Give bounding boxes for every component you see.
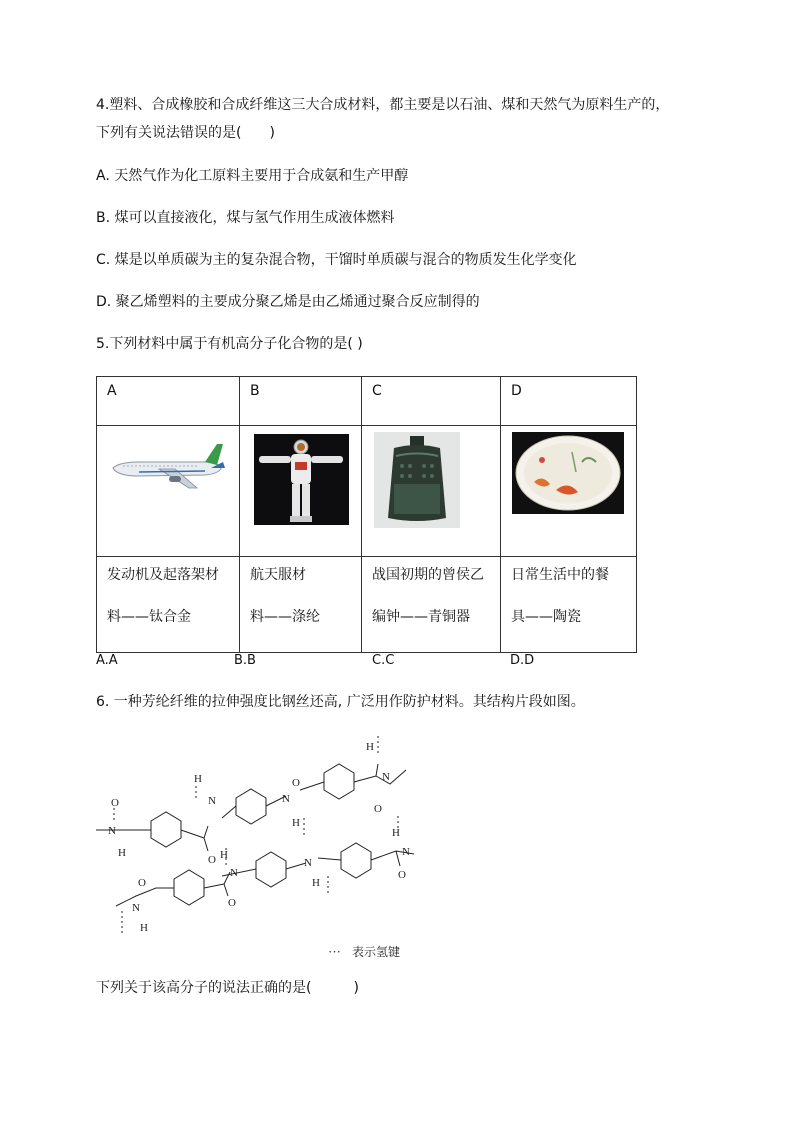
caption-cell-b: [240, 557, 362, 653]
caption-c-line1: 战国初期的曾侯乙: [372, 567, 484, 583]
atom-n: N: [230, 867, 238, 879]
caption-cell-c: [362, 557, 501, 653]
materials-table: [96, 376, 637, 653]
q4-option-d: D. 聚乙烯塑料的主要成分聚乙烯是由乙烯通过聚合反应制得的: [96, 294, 480, 310]
atom-n: N: [402, 846, 410, 858]
atom-h: H: [220, 849, 228, 861]
caption-cell-a: [97, 557, 240, 653]
image-cell-c: [362, 426, 501, 557]
benzene-ring: [174, 870, 204, 905]
answer-c: C.C: [372, 653, 395, 668]
caption-a-line1: 发动机及起落架材: [107, 567, 219, 583]
q4-stem-line1: 4.塑料、合成橡胶和合成纤维这三大合成材料，都主要是以石油、煤和天然气为原料生产的，: [96, 97, 670, 113]
atom-o: O: [374, 803, 382, 815]
ceramic-plate-image: [512, 432, 624, 514]
image-cell-d: [501, 426, 637, 557]
atom-h: H: [292, 817, 300, 829]
table-caption-row: [97, 557, 637, 653]
benzene-ring: [341, 843, 371, 878]
airplane-image: [109, 438, 229, 498]
atom-h: H: [312, 877, 320, 889]
q6-question: 下列关于该高分子的说法正确的是( ): [96, 980, 359, 996]
header-cell: [240, 377, 362, 426]
aramid-structure-diagram: [96, 726, 446, 966]
benzene-ring: [324, 764, 354, 799]
caption-d-line1: 日常生活中的餐: [511, 567, 609, 583]
q5-stem: 5.下列材料中属于有机高分子化合物的是( ): [96, 336, 363, 352]
atom-n: N: [382, 771, 390, 783]
caption-a-line2: 料——钛合金: [107, 609, 191, 625]
q4-option-b: B. 煤可以直接液化，煤与氢气作用生成液体燃料: [96, 210, 395, 226]
atom-n: N: [132, 902, 140, 914]
image-cell-b: [240, 426, 362, 557]
atom-o: O: [138, 877, 146, 889]
atom-h: H: [118, 847, 126, 859]
q4-stem-line2: 下列有关说法错误的是( ): [96, 125, 275, 141]
atom-o: O: [111, 797, 119, 809]
table-image-row: [97, 426, 637, 557]
atom-o: O: [292, 777, 300, 789]
caption-cell-d: [501, 557, 637, 653]
caption-b-line1: 航天服材: [250, 567, 306, 583]
benzene-ring: [236, 789, 266, 824]
atom-o: O: [208, 854, 216, 866]
atom-n: N: [304, 857, 312, 869]
h-bond-legend: 表示氢键: [352, 945, 401, 959]
header-c: C: [372, 383, 382, 399]
atom-n: N: [208, 795, 216, 807]
bronze-bell-image: [374, 432, 460, 528]
atom-h: H: [194, 773, 202, 785]
header-a: A: [107, 383, 117, 399]
benzene-ring: [256, 852, 286, 887]
answer-d: D.D: [510, 653, 535, 668]
caption-d-line2: 具——陶瓷: [511, 609, 581, 625]
atom-o: O: [228, 897, 236, 909]
q4-option-c: C. 煤是以单质碳为主的复杂混合物，干馏时单质碳与混合的物质发生化学变化: [96, 252, 577, 268]
caption-c-line2: 编钟——青铜器: [372, 609, 470, 625]
header-cell: [362, 377, 501, 426]
atom-o: O: [398, 869, 406, 881]
benzene-ring: [151, 812, 181, 847]
header-b: B: [250, 383, 260, 399]
image-cell-a: [97, 426, 240, 557]
atom-h: H: [366, 741, 374, 753]
atom-n: N: [108, 825, 116, 837]
answer-b: B.B: [234, 653, 256, 668]
atom-n: N: [282, 793, 290, 805]
table-header-row: [97, 377, 637, 426]
h-bond-legend-mark: ···: [328, 944, 341, 959]
q4-option-a: A. 天然气作为化工原料主要用于合成氨和生产甲醇: [96, 168, 409, 184]
header-d: D: [511, 383, 522, 399]
q5-answer-options: [96, 653, 656, 671]
atom-h: H: [140, 922, 148, 934]
header-cell: [501, 377, 637, 426]
answer-a: A.A: [96, 653, 118, 668]
q6-stem: 6. 一种芳纶纤维的拉伸强度比钢丝还高, 广泛用作防护材料。其结构片段如图。: [96, 694, 585, 710]
astronaut-image: [254, 434, 349, 525]
caption-b-line2: 料——涤纶: [250, 609, 320, 625]
header-cell: [97, 377, 240, 426]
atom-h: H: [392, 827, 400, 839]
